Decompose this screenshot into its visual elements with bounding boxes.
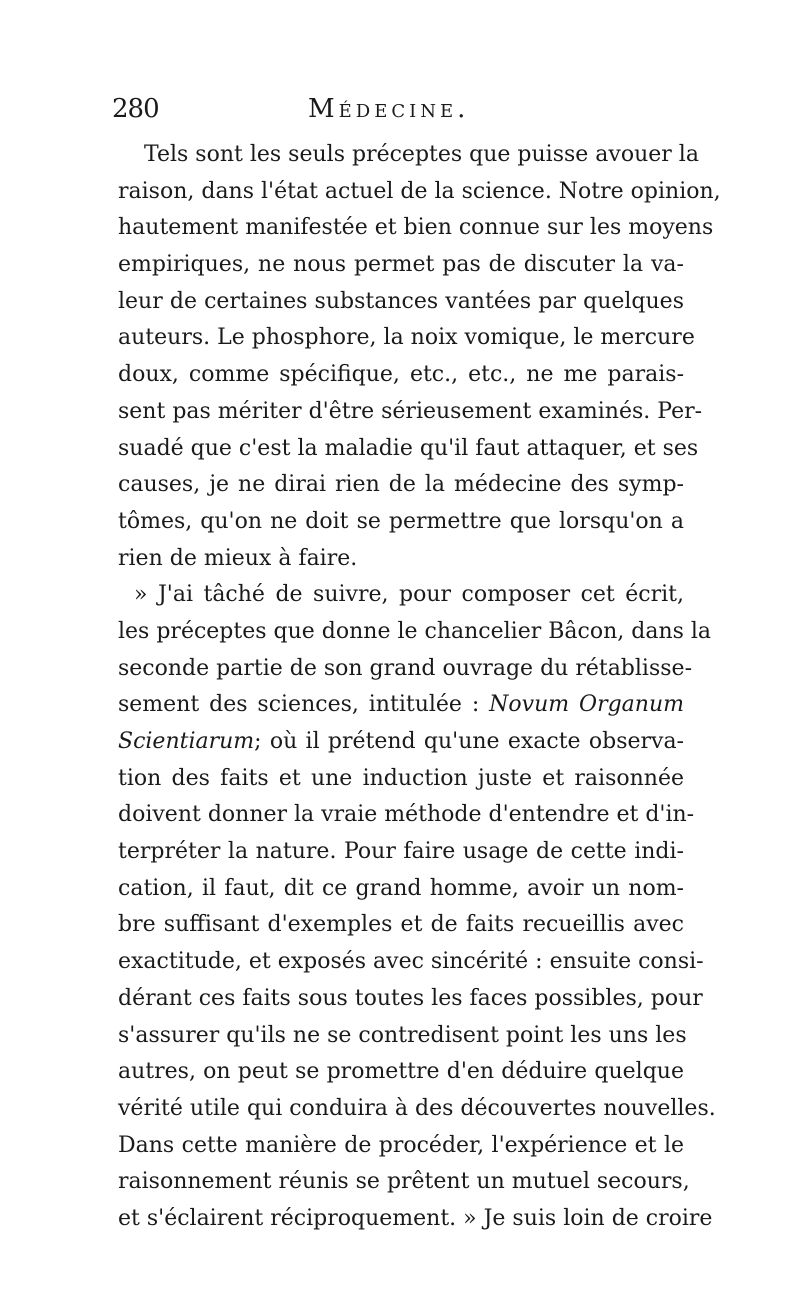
page-header — [112, 94, 692, 130]
text-line — [118, 687, 684, 724]
italic-title: Novum Organum — [489, 692, 684, 718]
text-line: bre suffisant d'exemples et de faits recueillis avec — [118, 912, 684, 938]
page-number: 280 — [112, 94, 159, 124]
text-line: doux, comme spécifique, etc., etc., ne me parais- — [118, 362, 684, 388]
italic-title: Scientiarum — [118, 729, 255, 754]
text-line: auteurs. Le phosphore, la noix vomique, le mercure — [118, 325, 695, 351]
text-line: les préceptes que donne le chancelier Bâcon, dans la — [118, 618, 712, 644]
text-line: s'assurer qu'ils ne se contredisent point les uns les — [118, 1022, 687, 1048]
text-line: suadé que c'est la maladie qu'il faut attaquer, et ses — [118, 435, 699, 461]
text-line: vérité utile qui conduira à des découvertes nouvelles. — [118, 1095, 716, 1121]
text-line: tômes, qu'on ne doit se permettre que lorsqu'on a — [118, 508, 684, 534]
text-line: dérant ces faits sous toutes les faces possibles, pour — [118, 985, 703, 1011]
text-line: rien de mieux à faire. — [118, 545, 358, 571]
text-line: tion des faits et une induction juste et raisonnée — [118, 765, 684, 791]
text-line: doivent donner la vraie méthode d'entendre et d'in- — [118, 802, 695, 828]
text-line: Dans cette manière de procéder, l'expérience et le — [118, 1132, 684, 1158]
text-line: » J'ai tâché de suivre, pour composer cet écrit, — [134, 582, 684, 608]
text-line: terpréter la nature. Pour faire usage de cette indi- — [118, 839, 684, 865]
text-line: Tels sont les seuls préceptes que puisse avouer la — [144, 142, 699, 167]
running-title: Médecine. — [308, 94, 470, 124]
text-line: raison, dans l'état actuel de la science. Notre opinion, — [118, 178, 721, 204]
text-line: empiriques, ne nous permet pas de discuter la va- — [118, 252, 684, 278]
text-line: raisonnement réunis se prêtent un mutuel secours, — [118, 1169, 690, 1195]
text-line: cation, il faut, dit ce grand homme, avoir un nom- — [118, 875, 684, 901]
text-line: sent pas mériter d'être sérieusement examinés. Per- — [118, 398, 703, 424]
text-line: et s'éclairent réciproquement. » Je suis loin de croire — [118, 1205, 713, 1231]
text-line: causes, je ne dirai rien de la médecine des symp- — [118, 472, 684, 498]
text-line: hautement manifestée et bien connue sur les moyens — [118, 215, 714, 241]
text-fragment: sement des sciences, intitulée : — [118, 692, 490, 718]
text-fragment: ; où il prétend qu'une exacte observa- — [254, 729, 684, 754]
text-line: seconde partie de son grand ouvrage du rétablisse- — [118, 655, 692, 681]
text-line: leur de certaines substances vantées par quelques — [118, 288, 684, 314]
body-text — [118, 137, 721, 1238]
text-line — [118, 724, 684, 761]
text-line: exactitude, et exposés avec sincérité : ensuite consi- — [118, 949, 704, 975]
text-line: autres, on peut se promettre d'en déduire quelque — [118, 1059, 684, 1085]
